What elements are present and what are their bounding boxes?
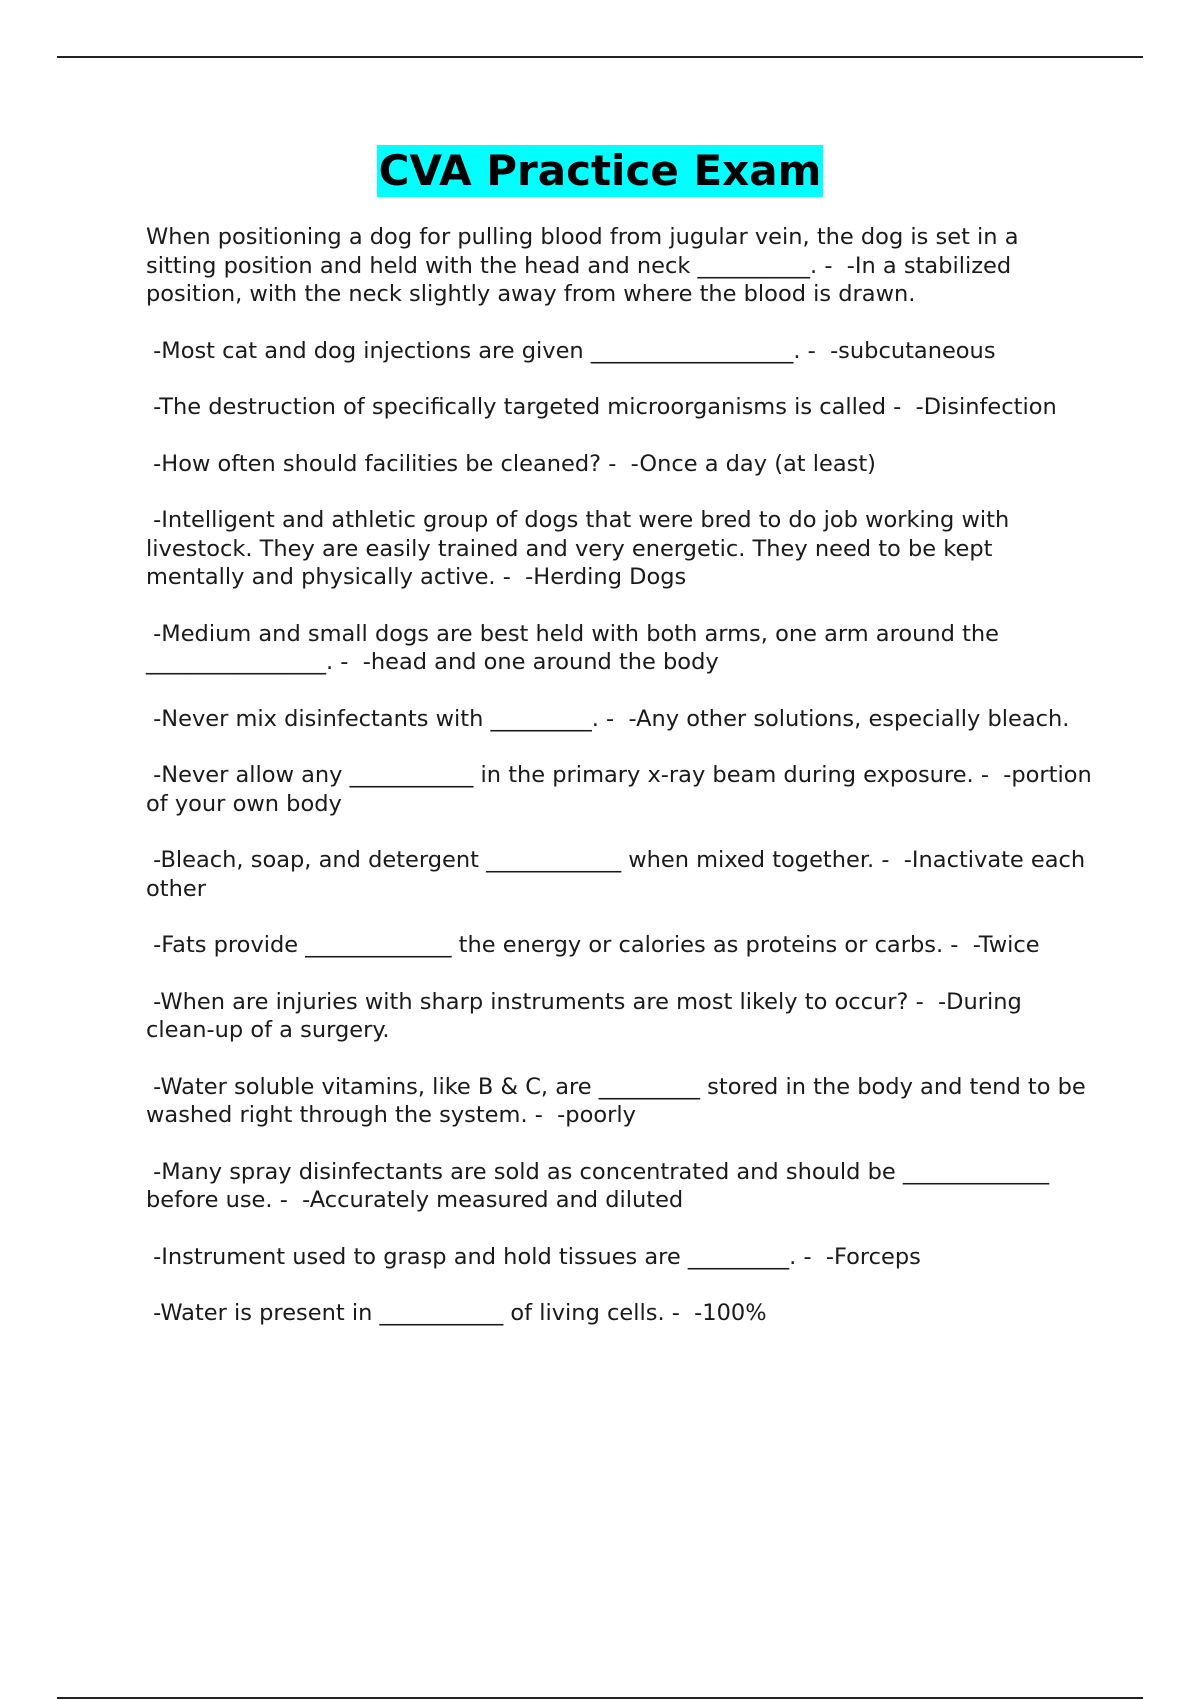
question-list [146,223,1099,1356]
question-answer-item: -The destruction of specifically targeted microorganisms is called - -Disinfection [146,394,1057,420]
bottom-rule [57,1697,1143,1699]
question-answer-item: -How often should facilities be cleaned? - -Once a day (at least) [146,450,876,477]
question-answer-item: -Fats provide _____________ the energy or calories as proteins or carbs. - -Twice [146,932,1040,958]
question-answer-item: -Never mix disinfectants with _________. - -Any other solutions, especially bleach. [146,705,1070,732]
question-answer-item: -Many spray disinfectants are sold as concentrated and should be _____________ before use. - -Accurately measured and diluted [146,1158,1057,1213]
question-answer-item: -When are injuries with sharp instruments are most likely to occur? - -During clean-up of a surgery. [146,988,1029,1043]
question-answer-item: -Most cat and dog injections are given __________________. - -subcutaneous [146,337,996,364]
question-answer-item: -Medium and small dogs are best held with both arms, one arm around the ________________. - -head and one around the body [146,620,1007,675]
top-rule [57,56,1143,58]
question-answer-item: -Intelligent and athletic group of dogs that were bred to do job working with livestock. They are easily trained and very energetic. They need to be kept mentally and physically active. - -Herding Dogs [146,507,1017,590]
page-title: CVA Practice Exam [378,146,822,195]
question-answer-item: -Bleach, soap, and detergent ____________ when mixed together. - -Inactivate each other [146,847,1093,902]
question-answer-item: When positioning a dog for pulling blood from jugular vein, the dog is set in a sitting position and held with the head and neck __________. - -In a stabilized position, with the neck slightly away from where the blood is drawn. [146,224,1026,307]
question-answer-item: -Water is present in ___________ of living cells. - -100% [146,1300,767,1326]
question-answer-item: -Never allow any ___________ in the primary x-ray beam during exposure. - -portion of your own body [146,762,1099,817]
question-answer-item: -Instrument used to grasp and hold tissues are _________. - -Forceps [146,1243,921,1270]
question-answer-item: -Water soluble vitamins, like B & C, are _________ stored in the body and tend to be washed right through the system. - -poorly [146,1073,1093,1128]
title-container [0,145,1200,197]
